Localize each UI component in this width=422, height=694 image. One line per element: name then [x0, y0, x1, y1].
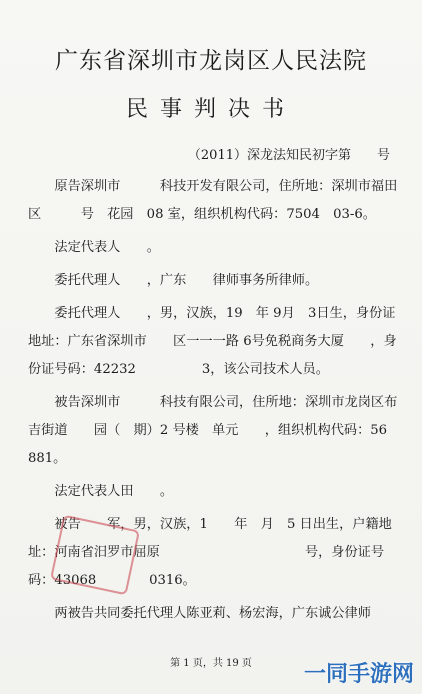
- defendant-2-paragraph: 被告 军，男，汉族，1 年 月 5 日出生，户籍地址：河南省汨罗市屈原 号，身份证号码：43068 0316。: [28, 517, 392, 588]
- site-watermark: 一同手游网: [303, 662, 414, 687]
- plaintiff-legal-rep: 法定代表人 。: [54, 240, 160, 255]
- document-type: 民事判决书: [125, 97, 296, 122]
- defendant-1-legal-rep: 法定代表人田 。: [54, 484, 174, 499]
- defendants-agents: 两被告共同委托代理人陈亚莉、杨宏海，广东诚公律师: [54, 606, 371, 621]
- plaintiff-agent-2: 委托代理人 ，男，汉族，19 年 9月 3日生，身份证地址：广东省深圳市 区一一一路 6号免税商务大厦 ，身份证号码：42232 3，该公司技术人员。: [28, 306, 397, 377]
- page-footer: 第 1 页，共 19 页: [170, 658, 252, 669]
- plaintiff-paragraph: 原告深圳市 科技开发有限公司，住所地：深圳市福田区 号 花园 08 室，组织机构代码：7504 03-6。: [28, 179, 398, 222]
- plaintiff-agent-1: 委托代理人 ，广东 律师事务所律师。: [54, 273, 319, 288]
- case-number: （2011）深龙法知民初字第 号: [187, 148, 390, 163]
- defendant-1-paragraph: 被告深圳市 科技有限公司，住所地：深圳市龙岗区布吉街道 园（ 期）2 号楼 单元 ，组织机构代码：56 881。: [28, 395, 414, 466]
- court-name: 广东省深圳市龙岗区人民法院: [55, 48, 367, 74]
